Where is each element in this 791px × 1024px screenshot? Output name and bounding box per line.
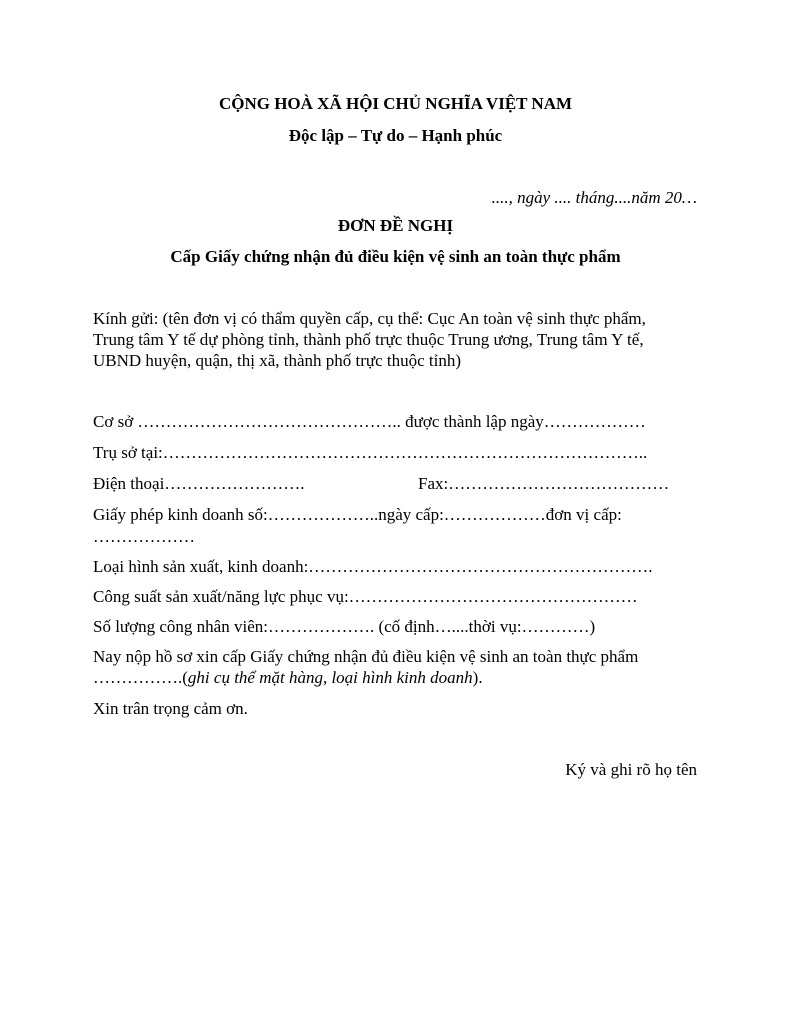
signature-label: Ký và ghi rõ họ tên xyxy=(565,760,697,779)
field-giay-phep-line-1: Giấy phép kinh doanh số:………………..ngày cấp:………………đơn vị cấp: xyxy=(93,505,622,524)
request-end: ). xyxy=(472,668,483,687)
recipient-line-2: Trung tâm Y tế dự phòng tỉnh, thành phố trực thuộc Trung ương, Trung tâm Y tế, xyxy=(93,330,644,349)
country-header: CỘNG HOÀ XÃ HỘI CHỦ NGHĨA VIỆT NAM xyxy=(218,94,573,113)
motto-header: Độc lập – Tự do – Hạnh phúc xyxy=(288,126,503,145)
thanks-line: Xin trân trọng cảm ơn. xyxy=(93,699,248,718)
field-fax: Fax:………………………………… xyxy=(418,474,670,493)
recipient-line-3: UBND huyện, quận, thị xã, thành phố trực thuộc tỉnh) xyxy=(93,351,462,370)
field-dien-thoai: Điện thoại……………………. xyxy=(93,474,305,493)
date-line: ...., ngày .... tháng....năm 20… xyxy=(491,188,697,207)
field-loai-hinh: Loại hình sản xuất, kinh doanh:……………………………………………………. xyxy=(93,557,653,576)
recipient-line-1: Kính gửi: (tên đơn vị có thẩm quyền cấp, cụ thể: Cục An toàn vệ sinh thực phẩm, xyxy=(93,309,646,328)
request-dots: …………….( xyxy=(93,668,188,687)
request-line-1: Nay nộp hồ sơ xin cấp Giấy chứng nhận đủ điều kiện vệ sinh an toàn thực phẩm xyxy=(93,647,639,666)
field-co-so: Cơ sở ……………………………………….. được thành lập ngày……………… xyxy=(93,412,646,431)
form-title: ĐƠN ĐỀ NGHỊ xyxy=(337,216,454,235)
field-cong-suat: Công suất sản xuất/năng lực phục vụ:…………………………………………… xyxy=(93,587,638,606)
field-giay-phep-line-2: ……………… xyxy=(93,527,195,546)
form-subtitle: Cấp Giấy chứng nhận đủ điều kiện vệ sinh an toàn thực phẩm xyxy=(170,247,621,266)
request-line-2 xyxy=(93,668,483,688)
field-tru-so: Trụ sở tại:………………………………………………………………………….. xyxy=(93,443,648,462)
field-so-luong: Số lượng công nhân viên:………………. (cố định…....thời vụ:…………) xyxy=(93,617,596,636)
request-note: ghi cụ thể mặt hàng, loại hình kinh doanh xyxy=(187,668,473,687)
